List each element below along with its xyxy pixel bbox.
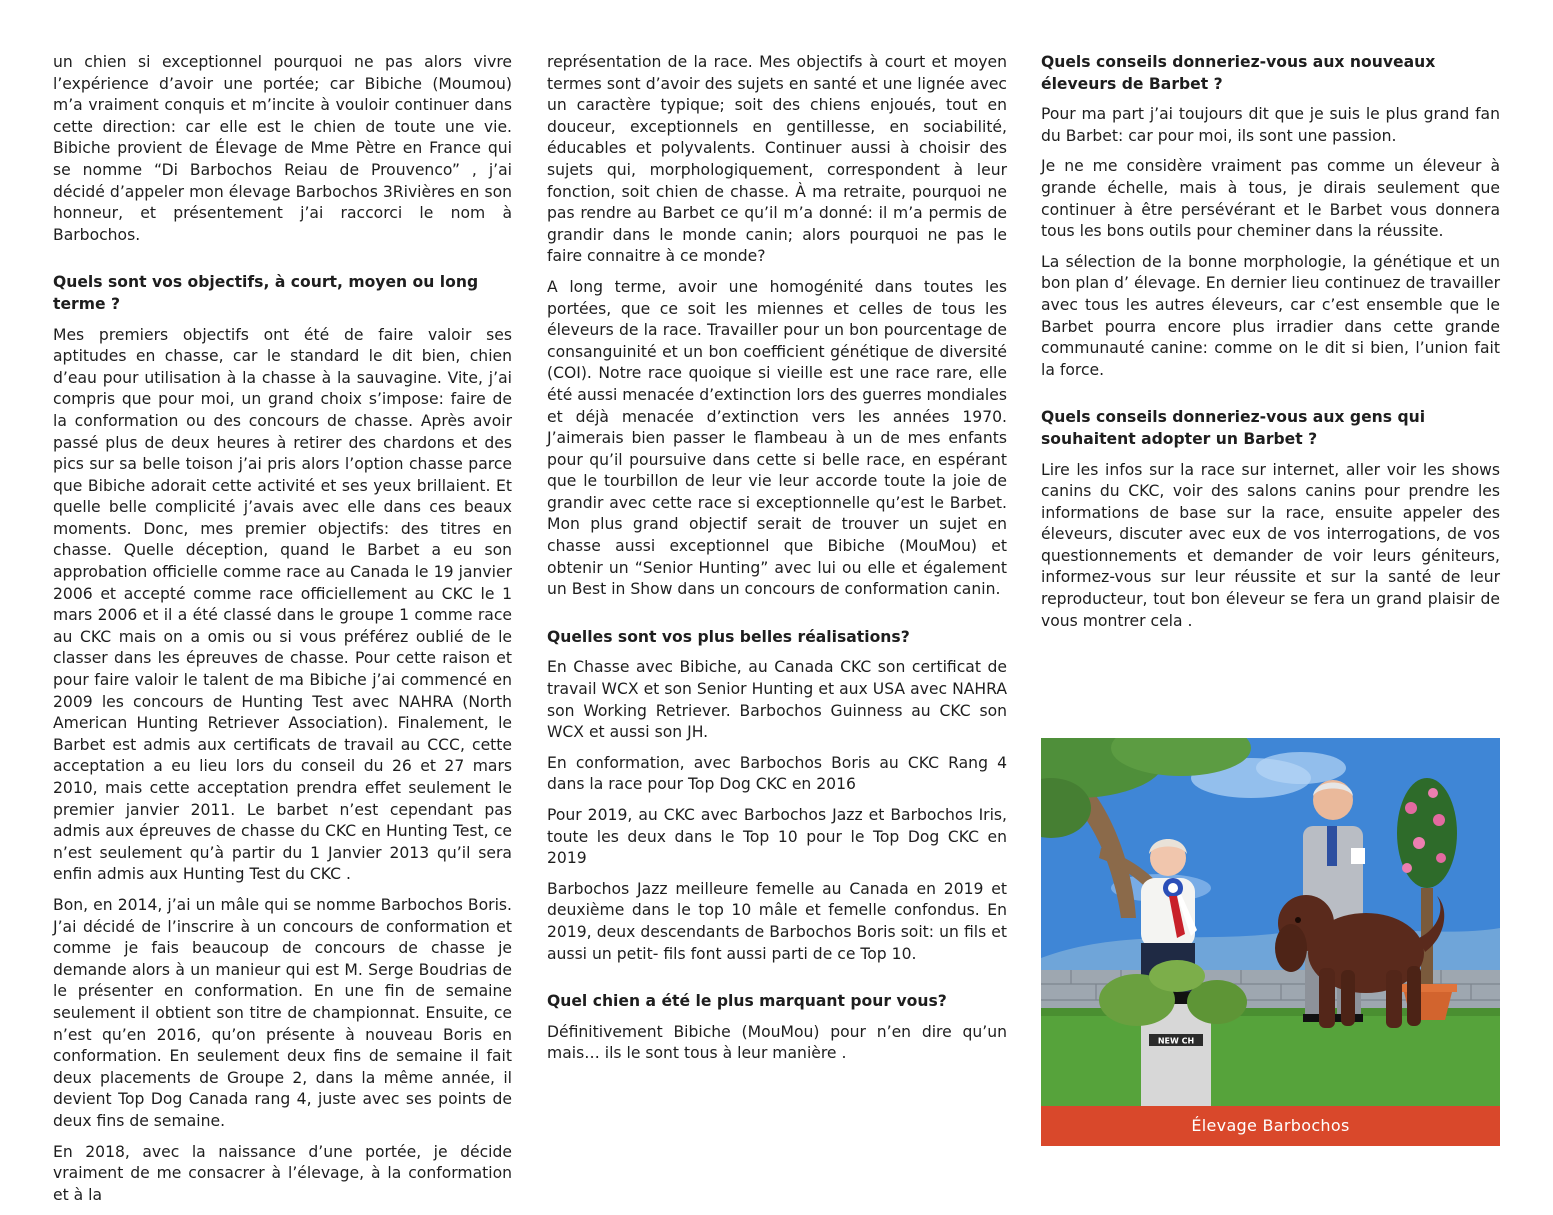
paragraph: En Chasse avec Bibiche, au Canada CKC son certificat de travail WCX et son Senior Hunting et aux USA avec NAHRA son Working Retriever. Barbochos Guinness au CKC son WCX et aussi son JH. [547,658,1007,742]
paragraph: Mes premiers objectifs ont été de faire valoir ses aptitudes en chasse, car le standard le dit bien, chien d’eau pour utilisation à la chasse à la sauvagine. Vite, j’ai compris que pour moi, un grand choix s’impose: faire de la conformation ou des concours de chasse. Après avoir passé plus de deux heures à retirer des chardons et des pics sur sa belle toison j’ai pris alors l’option chasse parce que Bibiche adorait cette activité et ses yeux brillaient. Et quelle belle complicité j’avais avec elle dans ces beaux moments. Donc, mes premier objectifs: des titres en chasse. Quelle déception, quand le Barbet a eu son approbation officielle comme race au Canada le 19 janvier 2006 et accepté comme race officiellement au CKC le 1 mars 2006 et il a été classé dans le groupe 1 comme race au CKC mais on a omis ou si vous préférez oublié de le classer dans les épreuves de chasse. Pour cette raison et pour faire valoir le talent de ma Bibiche j’ai commencé en 2009 les concours de Hunting Test avec NAHRA (North American Hunting Retriever Association). Finalement, le Barbet est admis aux certificats de travail au CCC, cette acceptation a eu lieu lors du conseil du 26 et 27 mars 2010, mais cette acceptation prendra effet seulement le premier janvier 2011. Le barbet n’est cependant pas admis aux épreuves de chasse du CKC en Hunting Test, ce n’est seulement qu’à partir du 1 Janvier 2013 qu’il sera enfin admis aux Hunting Test du CKC . [53,325,512,884]
dog-show-photo-illustration [1041,738,1500,1106]
paragraph: Pour ma part j’ai toujours dit que je suis le plus grand fan du Barbet: car pour moi, ils sont une passion. [1041,105,1500,145]
paragraph: Bon, en 2014, j’ai un mâle qui se nomme Barbochos Boris. J’ai décidé de l’inscrire à un concours de conformation et comme je fais beaucoup de concours de chasse je demande alors à un manieur qui est M. Serge Boudrias de le présenter en conformation. En une fin de semaine seulement il obtient son titre de championnat. Ensuite, ce n’est qu’en 2016, qu’on présente à nouveau Boris en conformation. En seulement deux fins de semaine il fait deux placements de Groupe 2, dans la même année, il devient Top Dog Canada rang 4, juste avec ses points de deux fins de semaine. [53,895,512,1130]
section-heading-breeder-advice: Quels conseils donneriez-vous aux nouveaux éleveurs de Barbet ? [1041,53,1436,93]
paragraph: Lire les infos sur la race sur internet, aller voir les shows canins du CKC, voir des salons canins pour prendre les informations de base sur la race, ensuite appeler des éleveurs, discuter avec eux de vos interrogations, de vos questionnements et demander de voir leurs géniteurs, informez-vous sur leur réussite et sur la santé de leur reproducteur, tout bon éleveur se fera un grand plaisir de vous montrer cela . [1041,460,1500,630]
paragraph: En conformation, avec Barbochos Boris au CKC Rang 4 dans la race pour Top Dog CKC en 2016 [547,753,1007,794]
paragraph: représentation de la race. Mes objectifs à court et moyen termes sont d’avoir des sujets en santé et une lignée avec un caractère typique; soit des chiens enjoués, tout en douceur, exceptionnels en gentillesse, en sociabilité, éducables et polyvalents. Continuer aussi à choisir des sujets qui, morphologiquement, correspondent à leur fonction, soit chien de chasse. À ma retraite, pourquoi ne pas rendre au Barbet ce qu’il m’a donné: il m’a permis de grandir dans le monde canin; alors pourquoi ne pas le faire connaitre à ce monde? [547,53,1007,266]
article-column-1 [53,52,512,1215]
paragraph: Barbochos Jazz meilleure femelle au Canada en 2019 et deuxième dans le top 10 mâle et femelle confondus. En 2019, deux descendants de Barbochos Boris soit: un fils et aussi un petit- fils font aussi parti de ce Top 10. [547,879,1007,963]
paragraph: Définitivement Bibiche (MouMou) pour n’en dire qu’un mais… ils le sont tous à leur manière . [547,1022,1007,1063]
paragraph: Je ne me considère vraiment pas comme un éleveur à grande échelle, mais à tous, je dirais seulement que continuer à être persévérant et le Barbet vous donnera tous les bons outils pour cheminer dans la réussite. [1041,157,1500,241]
paragraph: La sélection de la bonne morphologie, la génétique et un bon plan d’ élevage. En dernier lieu continuez de travailler avec tous les autres éleveurs, car c’est ensemble que le Barbet pourra encore plus irradier dans cette grande communauté canine: comme on le dit si bien, l’union fait la force. [1041,252,1500,379]
paragraph: un chien si exceptionnel pourquoi ne pas alors vivre l’expérience d’avoir une portée; car Bibiche (Moumou) m’a vraiment conquis et m’incite à vouloir continuer dans cette direction: car elle est le chien de toute une vie. Bibiche provient de Élevage de Mme Pètre en France qui se nomme “Di Barbochos Reiau de Prouvenco” , j’ai décidé d’appeler mon élevage Barbochos 3Rivières en son honneur, et présentement j’ai raccorci le nom à Barbochos. [53,53,512,244]
article-column-2 [547,52,1007,1074]
paragraph: Pour 2019, au CKC avec Barbochos Jazz et Barbochos Iris, toute les deux dans le Top 10 pour le Top Dog CKC en 2019 [547,806,1007,868]
dog-show-photo [1041,738,1500,1146]
photo-caption: Élevage Barbochos [1041,1106,1500,1146]
podium-label: NEW CH [1157,1036,1195,1046]
section-heading-adoption-advice: Quels conseils donneriez-vous aux gens qui souhaitent adopter un Barbet ? [1041,408,1426,448]
section-heading-achievements: Quelles sont vos plus belles réalisations? [547,627,910,646]
section-heading-most-memorable-dog: Quel chien a été le plus marquant pour vous? [547,992,947,1011]
article-column-3 [1041,52,1500,641]
paragraph: A long terme, avoir une homogénité dans toutes les portées, que ce soit les miennes et celles de tous les éleveurs de la race. Travailler pour un bon pourcentage de consanguinité et un bon coefficient génétique de diversité (COI). Notre race quoique si vieille est une race rare, elle été aussi menacée d’extinction lors des guerres mondiales et déjà menacée d’extinction vers les années 1970. J’aimerais bien passer le flambeau à un de mes enfants pour qu’il poursuive dans cette si belle race, en espérant que le tourbillon de leur vie leur accorde toute la joie de grandir avec cette race si exceptionnelle qu’est le Barbet. Mon plus grand objectif serait de trouver un sujet en chasse aussi exceptionnel que Bibiche (MouMou) et obtenir un “Senior Hunting” avec lui ou elle et également un Best in Show dans un concours de conformation canin. [547,277,1007,599]
section-heading-objectives: Quels sont vos objectifs, à court, moyen ou long terme ? [53,273,479,313]
paragraph: En 2018, avec la naissance d’une portée, je décide vraiment de me consacrer à l’élevage, à la conformation et à la [53,1142,512,1204]
